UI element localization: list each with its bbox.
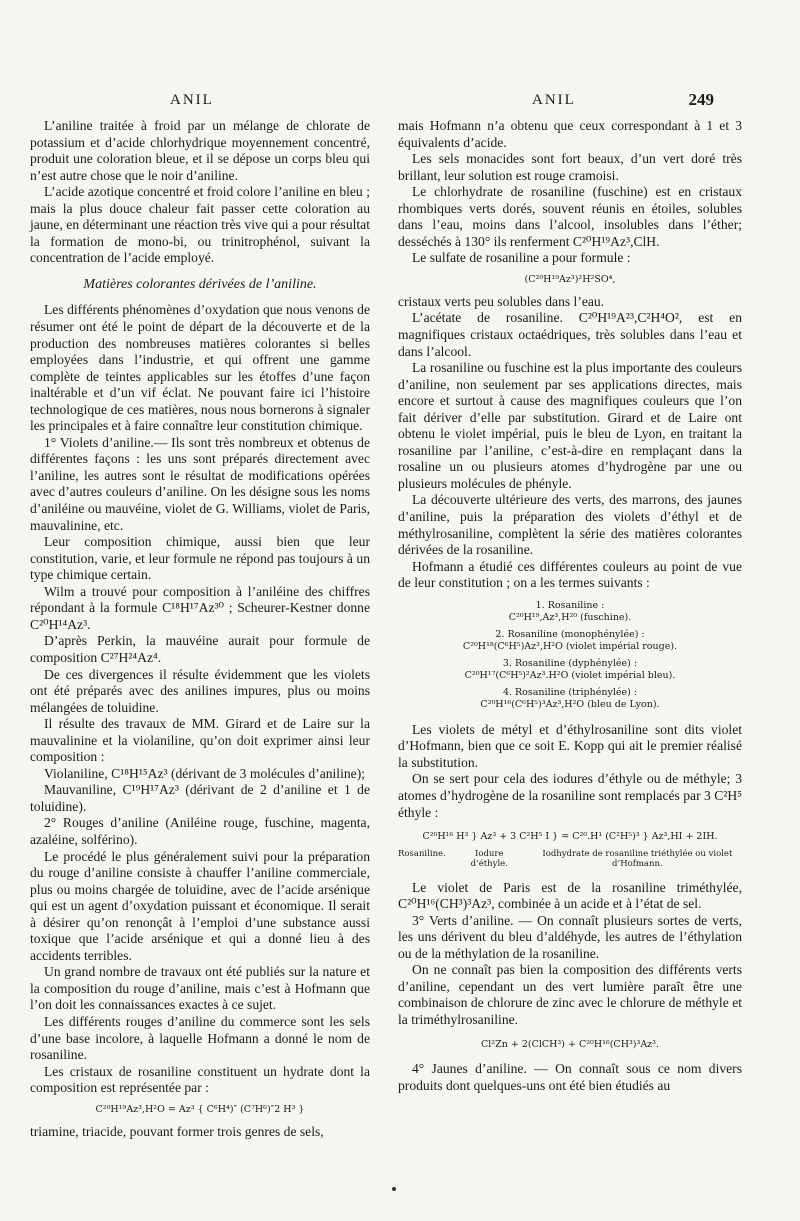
print-speck <box>392 1187 396 1191</box>
paragraph: Violaniline, C¹⁸H¹⁵Az³ (dérivant de 3 molécules d’aniline); <box>44 765 365 781</box>
paragraph: mais Hofmann n’a obtenu que ceux correspondant à 1 et 3 équivalents d’acide. <box>398 118 742 150</box>
paragraph: Le chlorhydrate de rosaniline (fuschine) est en cristaux rhombiques verts dorés, souvent réunis en étoiles, solubles dans l’eau, moins dans l’alcool, insolubles dans l’éther; desséchés à 130° ils renferment C²⁰H¹⁹Az³,ClH. <box>398 184 742 249</box>
paragraph: Les différents rouges d’aniline du commerce sont les sels d’une base incolore, à laquelle Hofmann a donné le nom de rosaniline. <box>30 1013 370 1063</box>
paragraph: Il résulte des travaux de MM. Girard et de Laire sur la mauvalinine et la violaniline, qu’on doit exprimer ainsi leur composition : <box>30 716 370 765</box>
paragraph: L’acide azotique concentré et froid colore l’aniline en bleu ; mais la plus douce chaleur fait passer cette coloration au jaune, en déterminant une réaction très vive qui a pour résultat la formation de mono-bi, ou trinitrophénol, suivant la concentration de l’acide employé. <box>30 184 370 266</box>
paragraph: Le procédé le plus généralement suivi pour la préparation du rouge d’aniline consiste à chauffer l’aniline commerciale, plus ou moins chargée de toluidine, avec de l’acide arsénique qui est un agent d’oxydation puissant et économique. Il serait à désirer qu’on renonçât à l’emploi d’une substance aussi toxique que l’acide arsénique et qui a donné lieu à des accidents terribles. <box>30 848 370 963</box>
paragraph: Les sels monacides sont fort beaux, d’un vert doré très brillant, leur solution est rouge cramoisi. <box>398 151 742 183</box>
paragraph: La rosaniline ou fuschine est la plus importante des couleurs d’aniline, non seulement par ses applications directes, mais encore et surtout à cause des magnifiques couleurs que l’on fait dériver d’elle par substitution. Girard et de Laire ont obtenu le violet impérial, puis le bleu de Lyon, en traitant la rosaniline par l’aniline, c’est-à-dire en remplaçant dans la rosaline un ou plusieurs atomes d’hydrogène par une ou plusieurs molécules de phényle. <box>398 360 742 491</box>
paragraph: Hofmann a étudié ces différentes couleurs au point de vue de leur constitution ; on a les termes suivants : <box>398 558 742 591</box>
rosaniline-list <box>398 600 742 712</box>
rosaniline-name: 2. Rosaniline (monophénylée) : <box>495 628 645 640</box>
rosaniline-name: 4. Rosaniline (triphénylée) : <box>502 686 638 698</box>
paragraph: 4° Jaunes d’aniline. — On connaît sous ce nom divers produits dont quelques-uns ont été bien étudiés au <box>398 1061 742 1093</box>
paragraph: Le violet de Paris est de la rosaniline triméthylée, C²⁰H¹⁶(CH³)³Az³, combinée à un acide et à l’état de sel. <box>398 879 742 912</box>
paragraph: La découverte ultérieure des verts, des marrons, des jaunes d’aniline, puis la préparation des violets d’éthyl et de méthylrosaniline, complètent la série des matières colorantes dérivées de la rosaniline. <box>398 492 742 558</box>
paragraph: Un grand nombre de travaux ont été publiés sur la nature et la composition du rouge d’aniline, mais c’est à Hofmann que l’on doit les connaissances exactes à ce sujet. <box>30 964 370 1013</box>
paragraph: Les violets de métyl et d’éthylrosaniline sont dits violet d’Hofmann, bien que ce soit E. Kopp qui ait le premier réalisé la substitution. <box>398 721 742 770</box>
rosaniline-name: 1. Rosaniline : <box>535 599 605 611</box>
paragraph: Les cristaux de rosaniline constituent un hydrate dont la composition est représentée par : <box>30 1063 370 1096</box>
page-number: 249 <box>688 90 714 109</box>
paragraph: Leur composition chimique, aussi bien que leur constitution, varie, et leur formule ne répond pas toujours à un type chimique certain. <box>30 534 370 583</box>
paragraph: On ne connaît pas bien la composition des différents verts d’aniline, cependant un des vert lumière paraît être une combinaison de chlorure de zinc avec le chlorure de méthyle et la triméthylrosaniline. <box>398 962 742 1027</box>
paragraph: On se sert pour cela des iodures d’éthyle ou de méthyle; 3 atomes d’hydrogène de la rosaniline sont remplacés par 3 C²H⁵ éthyle : <box>398 771 742 820</box>
paragraph: 2° Rouges d’aniline (Aniléine rouge, fuschine, magenta, azaléine, solférino). <box>30 815 370 847</box>
paragraph: De ces divergences il résulte évidemment que les violets ont été préparés avec des anilines impures, plus ou moins mélangées de toluidine. <box>30 666 370 715</box>
rosaniline-formula: C²⁰H¹⁹,Az³,H²⁰ (fuschine). <box>508 612 632 624</box>
section-heading: Matières colorantes dérivées de l’aniline. <box>83 276 317 292</box>
formula-green: Cl²Zn + 2(ClCH³) + C²⁰H¹⁶(CH³)³Az³. <box>480 1038 660 1050</box>
paragraph: L’aniline traitée à froid par un mélange de chlorate de potassium et d’acide chlorhydrique moyennement concentré, produit une coloration bleue, et il se dépose un corps bleu qui n’est autre chose que le noir d’aniline. <box>30 118 370 183</box>
equation-labels <box>398 849 742 870</box>
equation-label: Rosaniline. <box>398 848 446 859</box>
ethylation-equation <box>398 829 742 870</box>
paragraph: Wilm a trouvé pour composition à l’aniléine des chiffres répondant à la formule C¹⁸H¹⁷Az³⁰ ; Scheurer-Kestner donne C²⁰H¹⁴Az³. <box>30 583 370 632</box>
paragraph: D’après Perkin, la mauvéine aurait pour formule de composition C²⁷H²⁴Az⁴. <box>30 633 370 665</box>
rosaniline-name: 3. Rosaniline (dyphénylée) : <box>502 657 638 669</box>
left-column <box>30 118 370 1140</box>
running-header-center: ANIL <box>532 92 576 108</box>
paragraph: cristaux verts peu solubles dans l’eau. <box>398 293 605 309</box>
paragraph: Les différents phénomènes d’oxydation que nous venons de résumer ont été le point de départ de la découverte et de la production des nombreuses matières colorantes si belles employées dans l’industrie, et qui offrent une gamme complète de teintes applicables sur les étoffes d’une façon inaltérable et d’un vif éclat. Ne pouvant faire ici l’histoire technologique de ces matières, nous nous bornerons à signaler les principales et à faire connaître leur constitution chimique. <box>30 302 370 434</box>
paragraph: 3° Verts d’aniline. — On connaît plusieurs sortes de verts, les uns dérivent du bleu d’aldéhyde, les autres de l’éthylation ou de la méthylation de la rosaniline. <box>398 912 742 961</box>
paragraph: 1° Violets d’aniline.— Ils sont très nombreux et obtenus de différentes façons : les uns sont préparés directement avec l’aniline, les autres sont le résultat de modifications opérées avec d’autres couleurs d’aniline. On les désigne sous les noms d’aniléine ou mauvéine, violet de G. Williams, violet de Paris, mauvalinine, etc. <box>30 434 370 533</box>
equation-label: Iodhydrate de rosaniline triéthylée ou violet d’Hofmann. <box>542 848 733 870</box>
formula-sulfate: (C²⁰H¹⁹Az³)²H²SO⁴, <box>524 273 616 285</box>
paragraph: L’acétate de rosaniline. C²⁰H¹⁹A²³,C²H⁴O², est en magnifiques cristaux octaédriques, très solubles dans l’eau et dans l’alcool. <box>398 310 742 359</box>
equation-formula: C²⁰H¹⁶ H³ } Az³ + 3 C²H⁵ I } = C²⁰.H¹ (C²H⁵)³ } Az³,HI + 2IH. <box>422 831 718 843</box>
rosaniline-formula: C²⁰H¹⁶(C⁶H⁵)³Az³,H²O (bleu de Lyon). <box>480 699 660 711</box>
formula-hydrate: C²⁰H¹⁹Az³,H²O = Az³ { C⁶H⁴)″ (C⁷H⁶)″2 H³ } <box>95 1103 305 1115</box>
paragraph: triamine, triacide, pouvant former trois genres de sels, <box>30 1123 324 1139</box>
paragraph: Mauvaniline, C¹⁹H¹⁷Az³ (dérivant de 2 d’aniline et 1 de toluidine). <box>30 782 370 814</box>
rosaniline-formula: C²⁰H¹⁸(C⁶H⁵)Az³,H²O (violet impérial rouge). <box>462 641 678 653</box>
equation-label: Iodure d’éthyle. <box>470 848 508 870</box>
rosaniline-formula: C²⁰H¹⁷(C⁶H⁵)²Az³.H²O (violet impérial bleu). <box>464 670 676 682</box>
running-header-left: ANIL <box>170 92 214 108</box>
right-column <box>398 118 742 1094</box>
paragraph: Le sulfate de rosaniline a pour formule : <box>412 250 631 266</box>
